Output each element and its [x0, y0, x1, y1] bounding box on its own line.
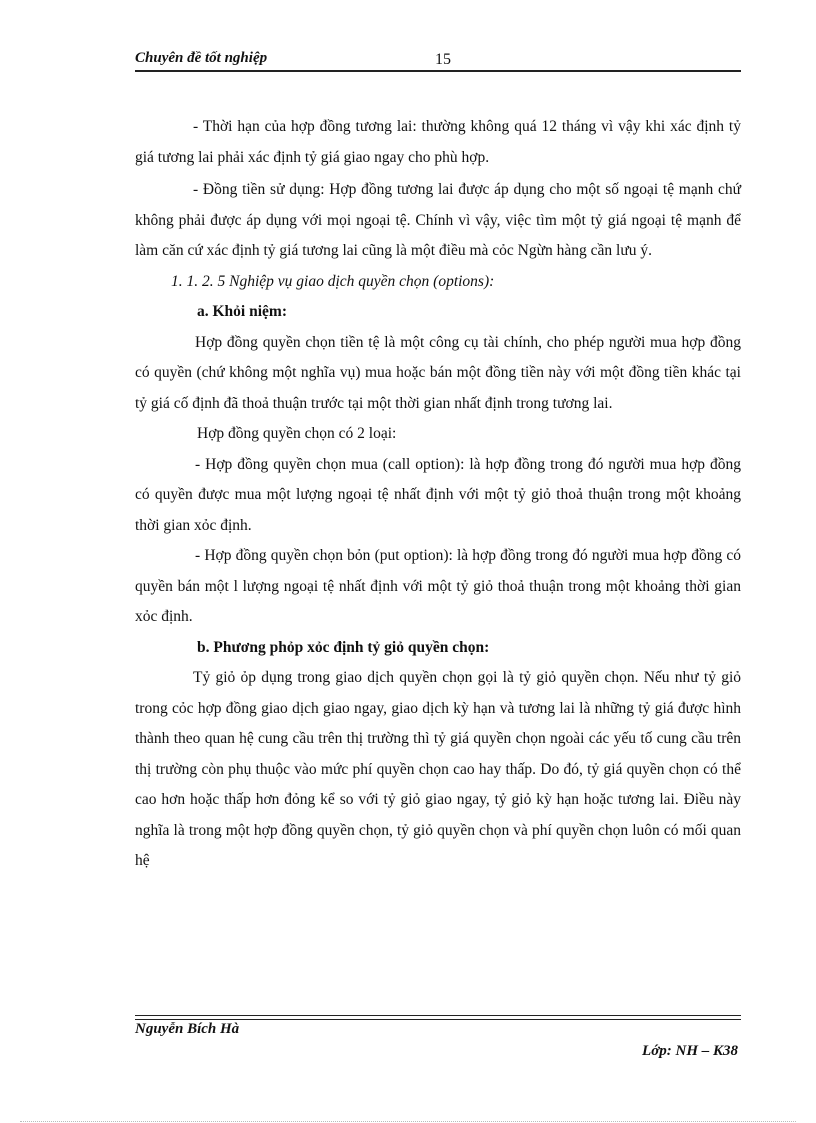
- page-header: [135, 48, 741, 72]
- paragraph-call-option: - Hợp đồng quyền chọn mua (call option): là hợp đồng trong đó người mua hợp đồng có quyền được mua một lượng ngoại tệ nhất định với một tỷ giỏ thoả thuận trong một khoảng thời gian xỏc định.: [135, 455, 741, 534]
- header-title: Chuyên đề tốt nghiệp: [135, 50, 268, 66]
- section-heading-options: 1. 1. 2. 5 Nghiệp vụ giao dịch quyền chọn (options):: [171, 272, 495, 290]
- subheading-rate-method: b. Phương phỏp xỏc định tỷ giỏ quyền chọn:: [197, 638, 490, 656]
- page-number: 15: [435, 51, 451, 68]
- subheading-concept: a. Khỏi niệm:: [197, 303, 287, 320]
- footer-author: Nguyễn Bích Hà: [135, 1021, 240, 1037]
- footer-rule: [135, 1015, 741, 1020]
- paragraph-option-types: Hợp đồng quyền chọn có 2 loại:: [197, 425, 397, 442]
- document-body: [135, 112, 741, 877]
- paragraph-option-rate: Tỷ giỏ ỏp dụng trong giao dịch quyền chọn gọi là tỷ giỏ quyền chọn. Nếu như tỷ giỏ trong cỏc hợp đồng giao dịch giao ngay, giao dịch kỳ hạn và tương lai là những tỷ giá được hình thành theo quan hệ cung cầu trên thị trường thì tỷ giá quyền chọn ngoài các yếu tố cung cầu trên thị trường còn phụ thuộc vào mức phí quyền chọn cao hay thấp. Do đó, tỷ giá quyền chọn có thể cao hơn hoặc thấp hơn đỏng kể so với tỷ giỏ giao ngay, tỷ giỏ kỳ hạn hoặc tương lai. Điều này nghĩa là trong một hợp đồng quyền chọn, tỷ giỏ quyền chọn và phí quyền chọn luôn có mối quan hệ: [135, 669, 741, 869]
- paragraph-futures-term: - Thời hạn của hợp đồng tương lai: thường không quá 12 tháng vì vậy khi xác định tỷ giá tương lai phải xác định tỷ giá giao ngay cho phù hợp.: [135, 118, 741, 166]
- paragraph-option-definition: Hợp đồng quyền chọn tiền tệ là một công cụ tài chính, cho phép người mua hợp đồng có quyền (chứ không một nghĩa vụ) mua hoặc bán một đồng tiền này với một đồng tiền khác tại tỷ giá cố định đã thoả thuận trước tại một thời gian nhất định trong tương lai.: [135, 333, 741, 412]
- page-bottom-divider: [20, 1121, 796, 1122]
- footer-class-label: Lớp: NH – K38: [642, 1043, 738, 1059]
- paragraph-futures-currency: - Đồng tiền sử dụng: Hợp đồng tương lai được áp dụng cho một số ngoại tệ mạnh chứ không phải được áp dụng với mọi ngoại tệ. Chính vì vậy, việc tìm một tỷ giá ngoại tệ mạnh để làm căn cứ xác định tỷ giá tương lai cũng là một điều mà cỏc Ngừn hàng cần lưu ý.: [135, 181, 741, 259]
- paragraph-put-option: - Hợp đồng quyền chọn bỏn (put option): là hợp đồng trong đó người mua hợp đồng có quyền bán một l lượng ngoại tệ nhất định với một tỷ giỏ thoả thuận trong một khoảng thời gian xỏc định.: [135, 547, 741, 625]
